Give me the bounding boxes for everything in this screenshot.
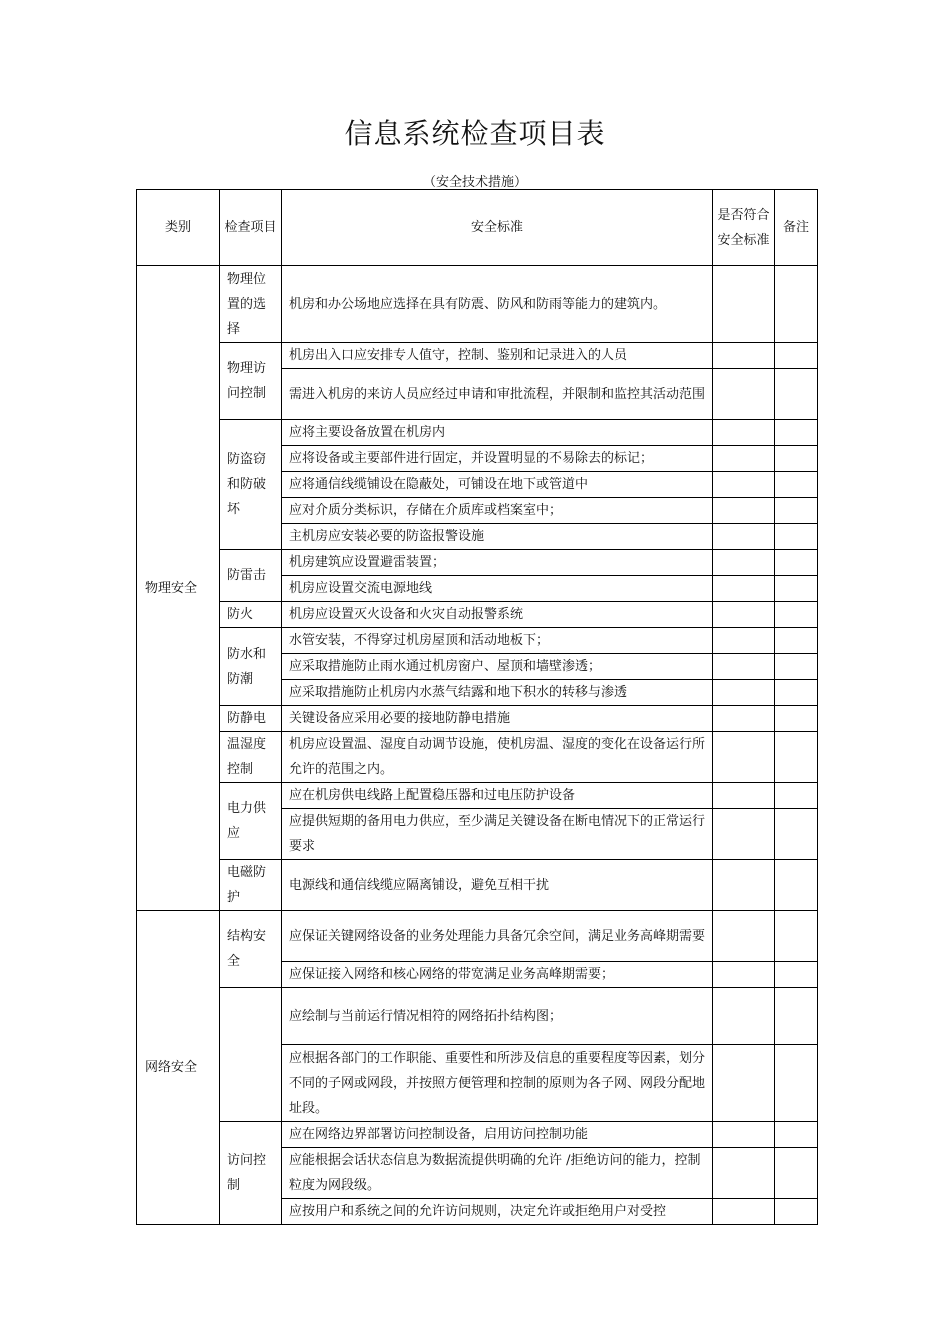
- compliant-cell[interactable]: [713, 911, 775, 962]
- compliant-cell[interactable]: [713, 1199, 775, 1225]
- compliant-cell[interactable]: [713, 524, 775, 550]
- remarks-cell[interactable]: [775, 266, 818, 343]
- standard-cell: 应根据各部门的工作职能、重要性和所涉及信息的重要程度等因素，划分不同的子网或网段，并按照方便管理和控制的原则为各子网、网段分配地址段。: [282, 1045, 713, 1122]
- item-cell: 温湿度控制: [220, 732, 282, 783]
- remarks-cell[interactable]: [775, 809, 818, 860]
- category-cell: 物理安全: [137, 266, 220, 911]
- compliant-cell[interactable]: [713, 628, 775, 654]
- remarks-cell[interactable]: [775, 1122, 818, 1148]
- standard-cell: 机房应设置灭火设备和火灾自动报警系统: [282, 602, 713, 628]
- compliant-cell[interactable]: [713, 706, 775, 732]
- standard-cell: 主机房应安装必要的防盗报警设施: [282, 524, 713, 550]
- standard-cell: 应保证关键网络设备的业务处理能力具备冗余空间，满足业务高峰期需要: [282, 911, 713, 962]
- table-row: [137, 628, 818, 654]
- page-title: 信息系统检查项目表: [344, 117, 606, 150]
- compliant-cell[interactable]: [713, 602, 775, 628]
- remarks-cell[interactable]: [775, 524, 818, 550]
- table-row: [137, 783, 818, 809]
- header-category: 类别: [137, 190, 220, 266]
- remarks-cell[interactable]: [775, 628, 818, 654]
- remarks-cell[interactable]: [775, 732, 818, 783]
- remarks-cell[interactable]: [775, 1045, 818, 1122]
- table-row: [137, 343, 818, 369]
- table-row: [137, 1122, 818, 1148]
- compliant-cell[interactable]: [713, 962, 775, 988]
- standard-cell: 关键设备应采用必要的接地防静电措施: [282, 706, 713, 732]
- item-cell: 物理访问控制: [220, 343, 282, 420]
- remarks-cell[interactable]: [775, 576, 818, 602]
- compliant-cell[interactable]: [713, 809, 775, 860]
- remarks-cell[interactable]: [775, 680, 818, 706]
- remarks-cell[interactable]: [775, 860, 818, 911]
- category-cell: 网络安全: [137, 911, 220, 1225]
- remarks-cell[interactable]: [775, 420, 818, 446]
- item-cell: 访问控制: [220, 1122, 282, 1225]
- compliant-cell[interactable]: [713, 446, 775, 472]
- table-row: [137, 602, 818, 628]
- item-cell: 防火: [220, 602, 282, 628]
- header-remarks: 备注: [775, 190, 818, 266]
- remarks-cell[interactable]: [775, 654, 818, 680]
- remarks-cell[interactable]: [775, 472, 818, 498]
- compliant-cell[interactable]: [713, 680, 775, 706]
- compliant-cell[interactable]: [713, 732, 775, 783]
- standard-cell: 应对介质分类标识，存储在介质库或档案室中；: [282, 498, 713, 524]
- compliant-cell[interactable]: [713, 266, 775, 343]
- remarks-cell[interactable]: [775, 911, 818, 962]
- table-row: [137, 266, 818, 343]
- table-row: [137, 550, 818, 576]
- compliant-cell[interactable]: [713, 369, 775, 420]
- standard-cell: 应提供短期的备用电力供应，至少满足关键设备在断电情况下的正常运行要求: [282, 809, 713, 860]
- compliant-cell[interactable]: [713, 472, 775, 498]
- remarks-cell[interactable]: [775, 369, 818, 420]
- standard-cell: 应在机房供电线路上配置稳压器和过电压防护设备: [282, 783, 713, 809]
- standard-cell: 机房应设置温、湿度自动调节设施，使机房温、湿度的变化在设备运行所允许的范围之内。: [282, 732, 713, 783]
- table-row: [137, 420, 818, 446]
- remarks-cell[interactable]: [775, 988, 818, 1045]
- standard-cell: 应按用户和系统之间的允许访问规则，决定允许或拒绝用户对受控: [282, 1199, 713, 1225]
- standard-cell: 机房出入口应安排专人值守，控制、鉴别和记录进入的人员: [282, 343, 713, 369]
- table-row: [137, 911, 818, 962]
- inspection-table: [136, 189, 818, 1225]
- remarks-cell[interactable]: [775, 962, 818, 988]
- header-item: 检查项目: [220, 190, 282, 266]
- compliant-cell[interactable]: [713, 988, 775, 1045]
- compliant-cell[interactable]: [713, 576, 775, 602]
- standard-cell: 应采取措施防止雨水通过机房窗户、屋顶和墙壁渗透；: [282, 654, 713, 680]
- standard-cell: 应保证接入网络和核心网络的带宽满足业务高峰期需要；: [282, 962, 713, 988]
- compliant-cell[interactable]: [713, 654, 775, 680]
- item-cell: 防雷击: [220, 550, 282, 602]
- standard-cell: 机房建筑应设置避雷装置；: [282, 550, 713, 576]
- compliant-cell[interactable]: [713, 343, 775, 369]
- compliant-cell[interactable]: [713, 420, 775, 446]
- table-row: [137, 732, 818, 783]
- remarks-cell[interactable]: [775, 602, 818, 628]
- remarks-cell[interactable]: [775, 498, 818, 524]
- header-compliant: 是否符合安全标准: [713, 190, 775, 266]
- remarks-cell[interactable]: [775, 1148, 818, 1199]
- item-cell: [220, 988, 282, 1122]
- table-row: [137, 988, 818, 1045]
- standard-cell: 电源线和通信线缆应隔离铺设，避免互相干扰: [282, 860, 713, 911]
- standard-cell: 应采取措施防止机房内水蒸气结露和地下积水的转移与渗透: [282, 680, 713, 706]
- header-standard: 安全标准: [282, 190, 713, 266]
- item-cell: 电力供应: [220, 783, 282, 860]
- remarks-cell[interactable]: [775, 783, 818, 809]
- standard-cell: 机房应设置交流电源地线: [282, 576, 713, 602]
- remarks-cell[interactable]: [775, 343, 818, 369]
- table-row: [137, 706, 818, 732]
- table-row: [137, 860, 818, 911]
- standard-cell: 应将主要设备放置在机房内: [282, 420, 713, 446]
- standard-cell: 应能根据会话状态信息为数据流提供明确的允许 /拒绝访问的能力，控制粒度为网段级。: [282, 1148, 713, 1199]
- standard-cell: 应将通信线缆铺设在隐蔽处，可铺设在地下或管道中: [282, 472, 713, 498]
- remarks-cell[interactable]: [775, 706, 818, 732]
- compliant-cell[interactable]: [713, 860, 775, 911]
- item-cell: 防水和防潮: [220, 628, 282, 706]
- standard-cell: 水管安装，不得穿过机房屋顶和活动地板下；: [282, 628, 713, 654]
- standard-cell: 机房和办公场地应选择在具有防震、防风和防雨等能力的建筑内。: [282, 266, 713, 343]
- remarks-cell[interactable]: [775, 550, 818, 576]
- compliant-cell[interactable]: [713, 550, 775, 576]
- page-subtitle: （安全技术措施）: [422, 175, 527, 190]
- remarks-cell[interactable]: [775, 1199, 818, 1225]
- item-cell: 防盗窃和防破坏: [220, 420, 282, 550]
- standard-cell: 应将设备或主要部件进行固定，并设置明显的不易除去的标记；: [282, 446, 713, 472]
- compliant-cell[interactable]: [713, 1045, 775, 1122]
- item-cell: 防静电: [220, 706, 282, 732]
- item-cell: 物理位置的选择: [220, 266, 282, 343]
- compliant-cell[interactable]: [713, 1148, 775, 1199]
- compliant-cell[interactable]: [713, 498, 775, 524]
- compliant-cell[interactable]: [713, 783, 775, 809]
- item-cell: 电磁防护: [220, 860, 282, 911]
- standard-cell: 应在网络边界部署访问控制设备，启用访问控制功能: [282, 1122, 713, 1148]
- compliant-cell[interactable]: [713, 1122, 775, 1148]
- standard-cell: 应绘制与当前运行情况相符的网络拓扑结构图；: [282, 988, 713, 1045]
- remarks-cell[interactable]: [775, 446, 818, 472]
- standard-cell: 需进入机房的来访人员应经过申请和审批流程，并限制和监控其活动范围: [282, 369, 713, 420]
- item-cell: 结构安全: [220, 911, 282, 988]
